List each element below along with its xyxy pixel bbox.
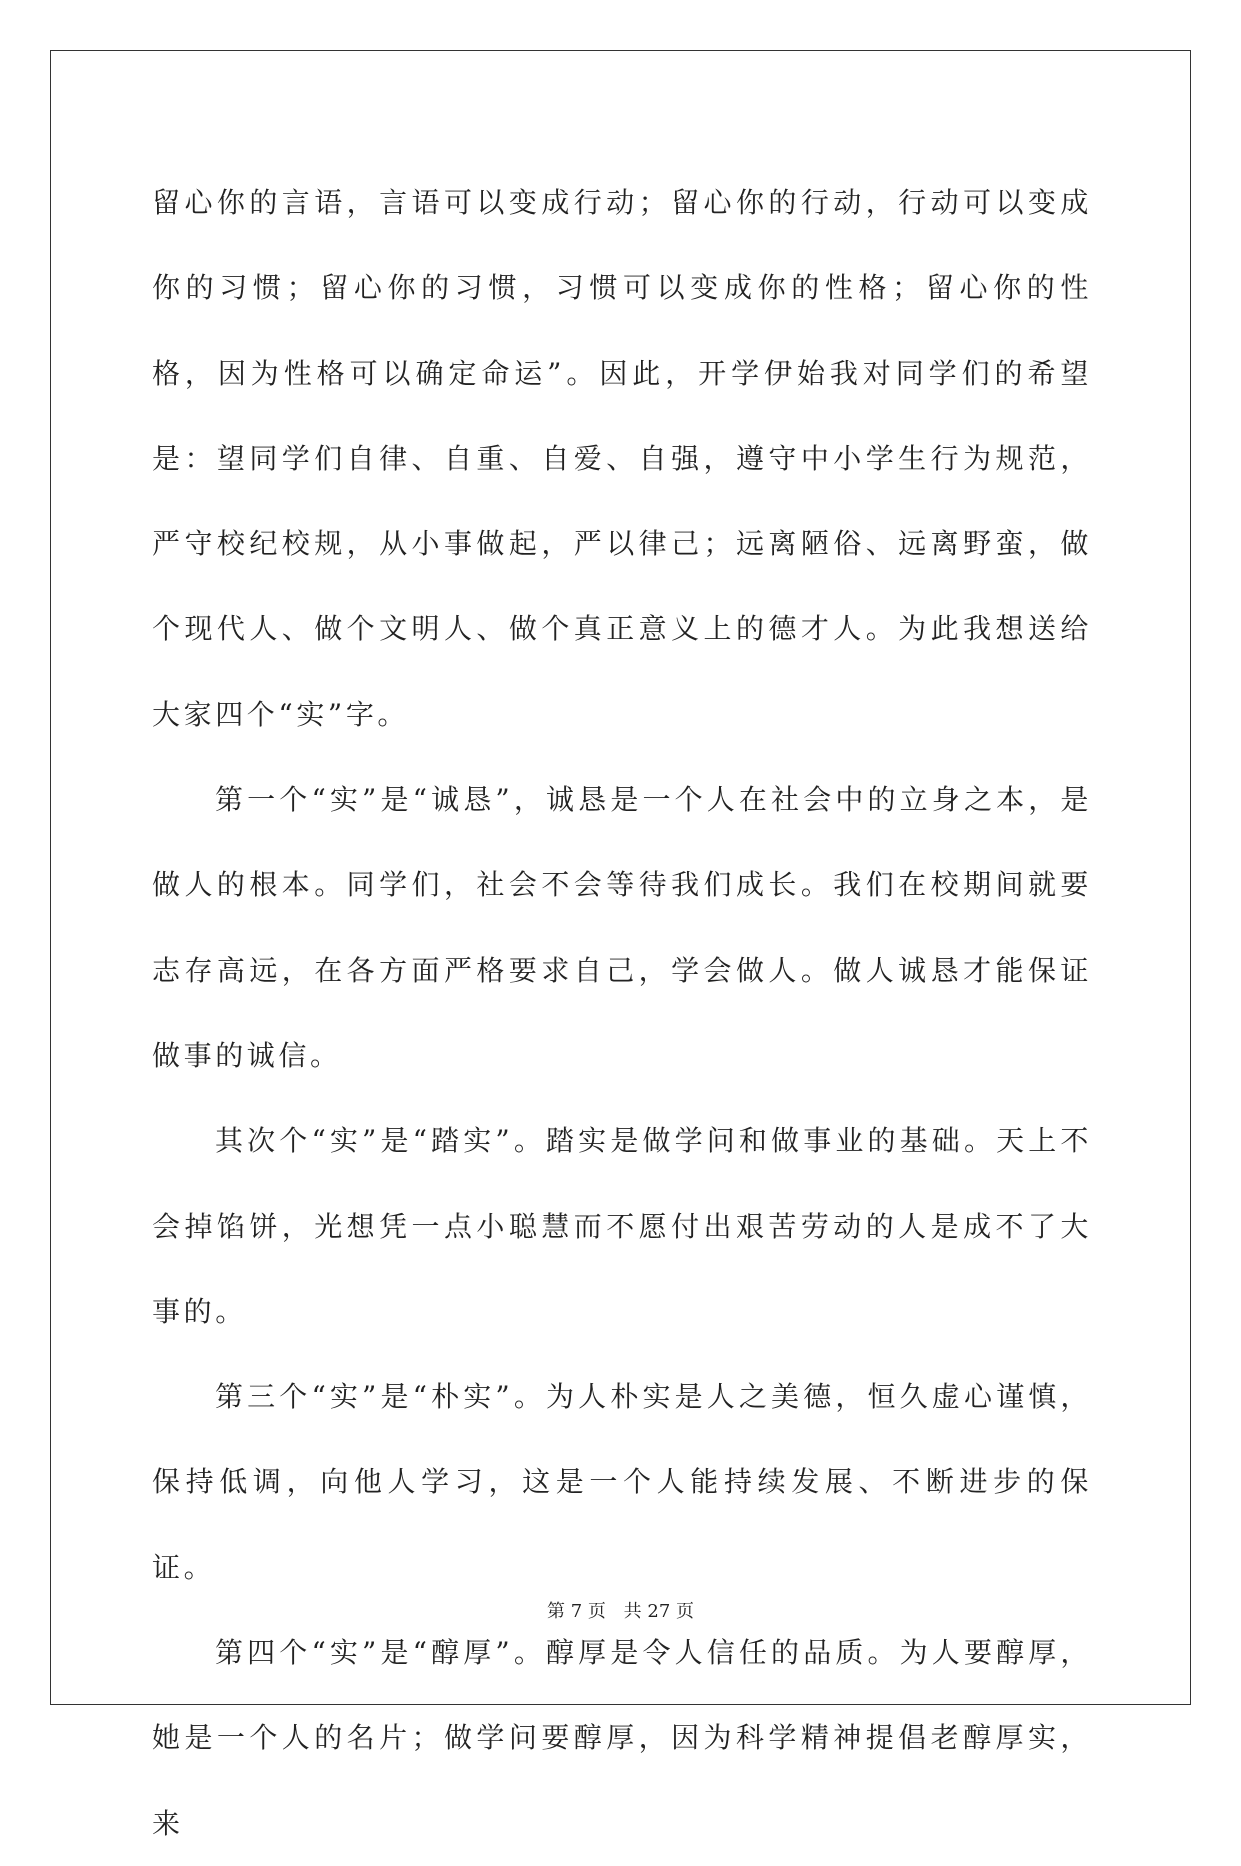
- paragraph-1: 留心你的言语，言语可以变成行动；留心你的行动，行动可以变成你的习惯；留心你的习惯，习惯可以变成你的性格；留心你的性格，因为性格可以确定命运”。因此，开学伊始我对同学们的希望是：望同学们自律、自重、自爱、自强，遵守中小学生行为规范，严守校纪校规，从小事做起，严以律己；远离陋俗、远离野蛮，做个现代人、做个文明人、做个真正意义上的德才人。为此我想送给大家四个“实”字。: [152, 186, 1092, 731]
- page-footer: [0, 1597, 1241, 1623]
- page-total: 共 27 页: [623, 1601, 694, 1622]
- page-number: 第 7 页: [547, 1601, 606, 1622]
- paragraph-4: 第三个“实”是“朴实”。为人朴实是人之美德，恒久虚心谨慎，保持低调，向他人学习，这是一个人能持续发展、不断进步的保证。: [152, 1380, 1092, 1584]
- paragraph-2: 第一个“实”是“诚恳”，诚恳是一个人在社会中的立身之本，是做人的根本。同学们，社会不会等待我们成长。我们在校期间就要志存高远，在各方面严格要求自己，学会做人。做人诚恳才能保证做事的诚信。: [152, 783, 1092, 1072]
- paragraph-3: 其次个“实”是“踏实”。踏实是做学问和做事业的基础。天上不会掉馅饼，光想凭一点小聪慧而不愿付出艰苦劳动的人是成不了大事的。: [152, 1124, 1092, 1328]
- paragraph-5: 第四个“实”是“醇厚”。醇厚是令人信任的品质。为人要醇厚，她是一个人的名片；做学问要醇厚，因为科学精神提倡老醇厚实，来: [152, 1636, 1092, 1840]
